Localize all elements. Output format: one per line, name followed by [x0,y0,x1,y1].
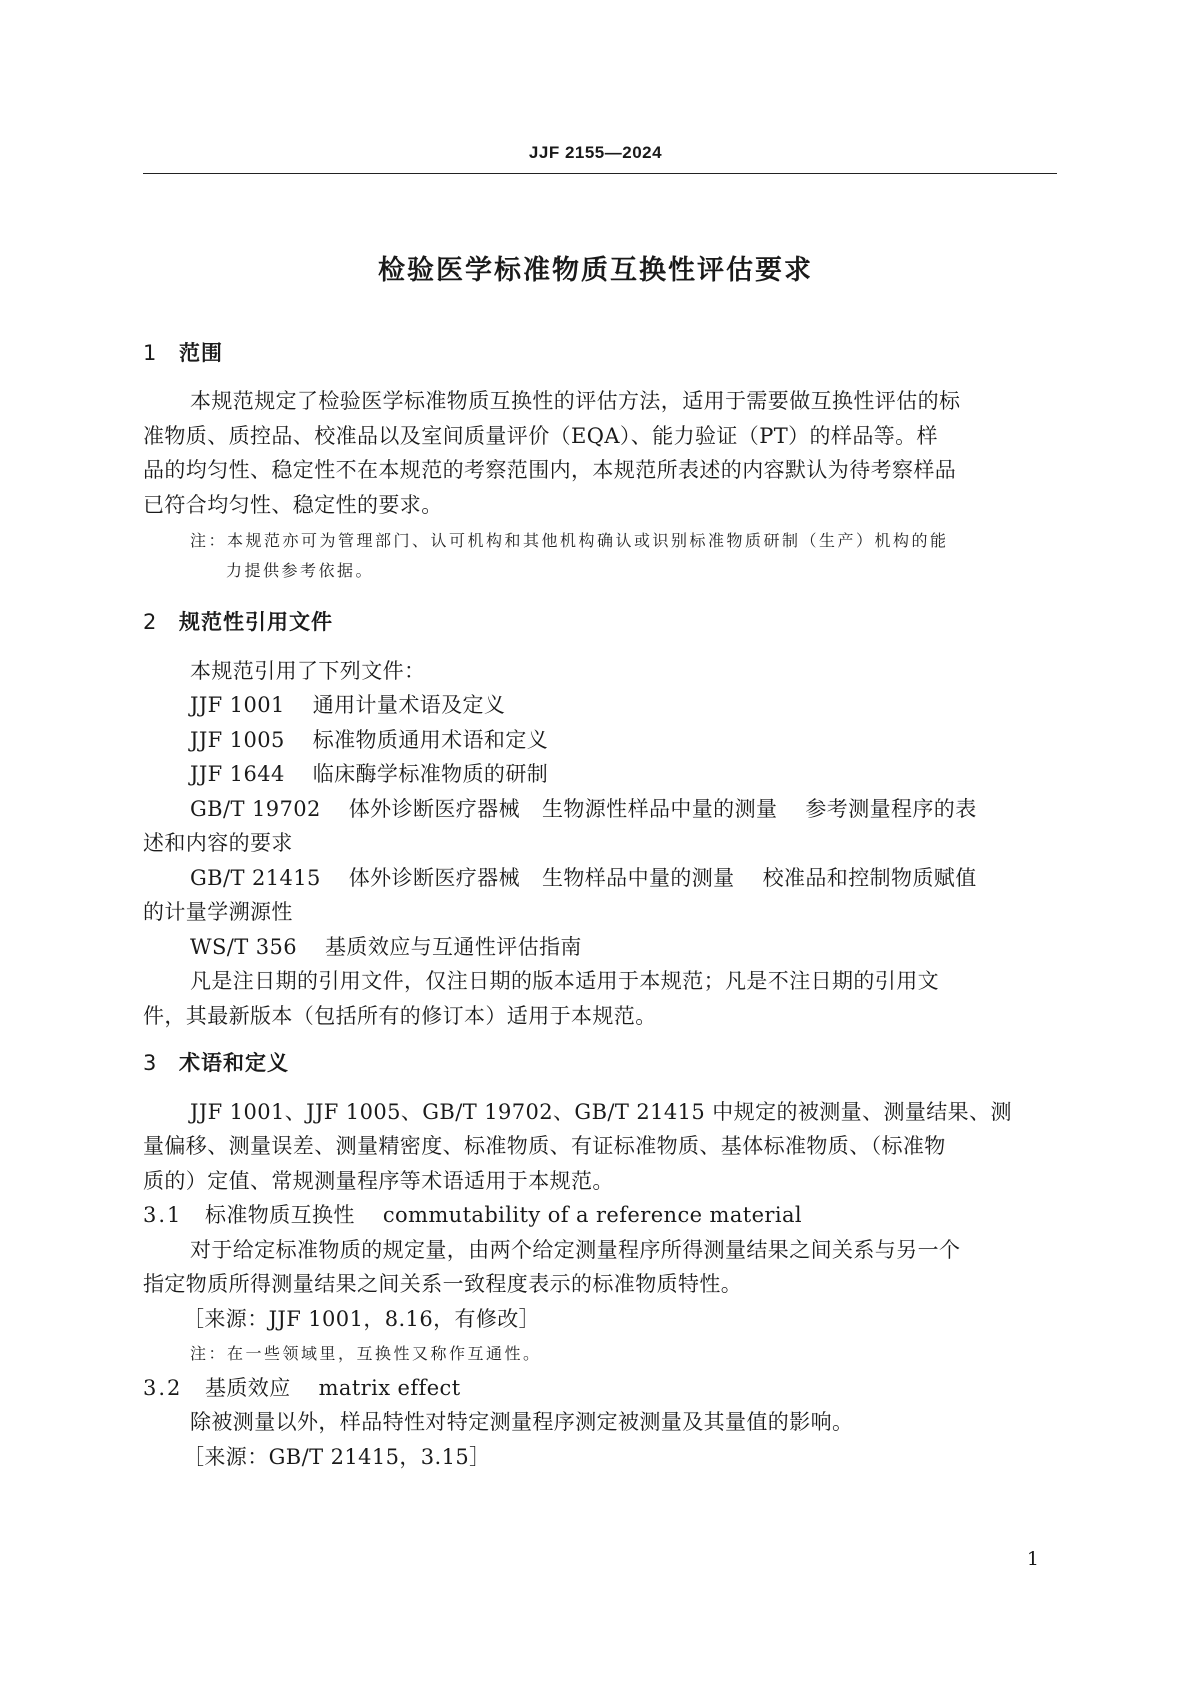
reference-continuation: 述和内容的要求 [143,831,293,855]
section-3-heading [143,1047,289,1077]
reference-item [190,689,505,719]
header-rule [143,173,1057,174]
reference-title: 校准品和控制物质赋值 [762,866,977,890]
reference-continuation: 的计量学溯源性 [143,900,293,924]
reference-title: 生物样品中量的测量 [541,866,735,890]
note-line: 力提供参考依据。 [226,561,375,580]
section-number: 3 [143,1051,158,1075]
term-english: commutability of a reference material [382,1203,802,1227]
paragraph-line: 已符合均匀性、稳定性的要求。 [143,493,443,517]
reference-code: WS/T 356 [190,935,298,959]
subsection-number: 3.2 [143,1376,183,1400]
reference-title: 体外诊断医疗器械 [348,797,520,821]
subsection-3-1-heading [143,1199,802,1229]
section-title: 术语和定义 [179,1051,289,1075]
section-title: 范围 [179,341,223,365]
paragraph-line: 量偏移、测量误差、测量精密度、标准物质、有证标准物质、基体标准物质、（标准物 [143,1134,946,1158]
paragraph-line: JJF 1001、JJF 1005、GB/T 19702、GB/T 21415 中规定的被测量、测量结果、测 [190,1100,1012,1124]
paragraph-line: 指定物质所得测量结果之间关系一致程度表示的标准物质特性。 [143,1272,743,1296]
subsection-number: 3.1 [143,1203,183,1227]
reference-code: JJF 1001 [190,693,285,717]
page-title: 检验医学标准物质互换性评估要求 [378,255,813,286]
paragraph-line: 凡是注日期的引用文件，仅注日期的版本适用于本规范；凡是不注日期的引用文 [190,969,939,993]
paragraph-line: 对于给定标准物质的规定量，由两个给定测量程序所得测量结果之间关系与另一个 [190,1238,961,1262]
reference-item [190,758,548,788]
reference-title: 体外诊断医疗器械 [348,866,520,890]
section-title: 规范性引用文件 [179,610,333,634]
paragraph-line: 品的均匀性、稳定性不在本规范的考察范围内，本规范所表述的内容默认为待考察样品 [143,458,957,482]
reference-item [190,862,977,892]
paragraph-line: 准物质、质控品、校准品以及室间质量评价（EQA）、能力验证（PT）的样品等。样 [143,424,938,448]
reference-title: 基质效应与互通性评估指南 [325,935,582,959]
reference-title: 临床酶学标准物质的研制 [312,762,549,786]
reference-code: GB/T 21415 [190,866,321,890]
section-2-heading [143,606,333,636]
term-chinese: 标准物质互换性 [205,1203,355,1227]
reference-title: 通用计量术语及定义 [312,693,506,717]
term-chinese: 基质效应 [205,1376,291,1400]
page-number: 1 [1026,1548,1039,1570]
reference-code: GB/T 19702 [190,797,321,821]
reference-title: 标准物质通用术语和定义 [312,728,549,752]
term-english: matrix effect [318,1376,461,1400]
reference-title: 参考测量程序的表 [805,797,977,821]
reference-item [190,931,582,961]
reference-code: JJF 1644 [190,762,285,786]
paragraph-line: 件，其最新版本（包括所有的修订本）适用于本规范。 [143,1004,657,1028]
section-1-heading [143,337,223,367]
paragraph-line: 除被测量以外，样品特性对特定测量程序测定被测量及其量值的影响。 [190,1410,854,1434]
note-line: 注：本规范亦可为管理部门、认可机构和其他机构确认或识别标准物质研制（生产）机构的能 [190,531,949,550]
source-citation: ［来源：JJF 1001，8.16，有修改］ [183,1307,541,1331]
paragraph-line: 质的）定值、常规测量程序等术语适用于本规范。 [143,1169,614,1193]
reference-item [190,793,977,823]
document-code: JJF 2155—2024 [528,143,663,162]
source-citation: ［来源：GB/T 21415，3.15］ [183,1445,491,1469]
reference-code: JJF 1005 [190,728,285,752]
section-number: 2 [143,610,158,634]
paragraph-line: 本规范规定了检验医学标准物质互换性的评估方法，适用于需要做互换性评估的标 [190,389,961,413]
reference-title: 生物源性样品中量的测量 [541,797,778,821]
reference-item [190,724,548,754]
note-line: 注：在一些领域里，互换性又称作互通性。 [190,1344,542,1363]
section-number: 1 [143,341,158,365]
paragraph-line: 本规范引用了下列文件： [190,659,426,683]
subsection-3-2-heading [143,1372,461,1402]
